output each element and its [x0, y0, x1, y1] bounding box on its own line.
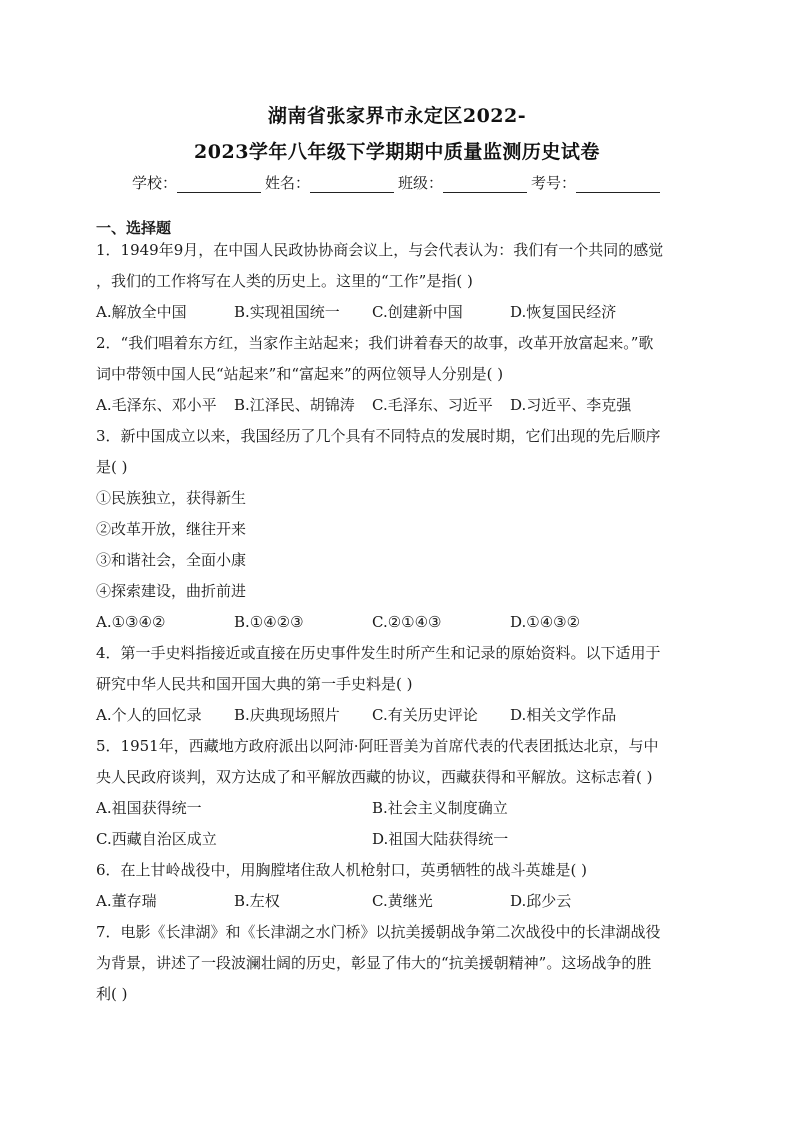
question-6-options [96, 886, 700, 917]
questions-list [96, 235, 700, 1010]
question-3-item-3: ③和谐社会，全面小康 [96, 551, 247, 569]
question-2-options [96, 390, 700, 421]
question-3-item-2: ②改革开放，继往开来 [96, 520, 247, 538]
question-1-option-d: D.恢复国民经济 [510, 303, 617, 321]
question-1-stem-line-2: ，我们的工作将写在人类的历史上。这里的“工作”是指( ) [96, 272, 473, 290]
school-field [132, 172, 263, 193]
section-title: 一、选择题 [96, 219, 172, 237]
question-6-option-a: A.董存瑞 [96, 892, 157, 910]
question-1-stem-line-1: 1．1949年9月，在中国人民政协协商会议上，与会代表认为：我们有一个共同的感觉 [96, 241, 664, 259]
exam-number-field [531, 172, 662, 193]
question-1-options [96, 297, 700, 328]
question-5-option-b: B.社会主义制度确立 [372, 799, 508, 817]
name-label: 姓名： [264, 174, 310, 192]
class-blank[interactable] [443, 175, 527, 193]
question-4-stem-line-2: 研究中华人民共和国开国大典的第一手史料是( ) [96, 675, 413, 693]
exam-title-line-1: 湖南省张家界市永定区2022- [267, 105, 527, 127]
question-3-option-c: C.②①④③ [372, 613, 442, 631]
question-4-stem-line-1: 4．第一手史料指接近或直接在历史事件发生时所产生和记录的原始资料。以下适用于 [96, 644, 661, 662]
question-2-option-c: C.毛泽东、习近平 [372, 396, 493, 414]
exam-title-line-2: 2023学年八年级下学期期中质量监测历史试卷 [194, 141, 600, 163]
question-5-option-c: C.西藏自治区成立 [96, 830, 217, 848]
question-6-option-d: D.邱少云 [510, 892, 572, 910]
question-2-option-a: A.毛泽东、邓小平 [96, 396, 217, 414]
question-4-option-d: D.相关文学作品 [510, 706, 617, 724]
question-2-option-d: D.习近平、李克强 [510, 396, 632, 414]
question-3-item-4: ④探索建设，曲折前进 [96, 582, 247, 600]
name-field [265, 172, 396, 193]
question-5-option-a: A.祖国获得统一 [96, 799, 202, 817]
question-1-option-a: A.解放全中国 [96, 303, 187, 321]
school-label: 学校： [131, 174, 177, 192]
question-3-stem-line-1: 3．新中国成立以来，我国经历了几个具有不同特点的发展时期，它们出现的先后顺序 [96, 427, 661, 445]
question-4-option-c: C.有关历史评论 [372, 706, 478, 724]
question-3-option-a: A.①③④② [96, 613, 166, 631]
question-2-stem-line-2: 词中带领中国人民“站起来”和“富起来”的两位领导人分别是( ) [96, 365, 504, 383]
question-7-stem-line-1: 7．电影《长津湖》和《长津湖之水门桥》以抗美援朝战争第二次战役中的长津湖战役 [96, 923, 661, 941]
question-5-options-row-1 [96, 793, 700, 824]
question-3-options [96, 607, 700, 638]
question-3-item-1: ①民族独立，获得新生 [96, 489, 247, 507]
question-1-option-c: C.创建新中国 [372, 303, 463, 321]
exam-number-label: 考号： [531, 174, 577, 192]
question-5-stem-line-2: 央人民政府谈判，双方达成了和平解放西藏的协议，西藏获得和平解放。这标志着( ) [96, 768, 653, 786]
question-3-stem-line-2: 是( ) [96, 458, 128, 476]
question-5-stem-line-1: 5．1951年，西藏地方政府派出以阿沛·阿旺晋美为首席代表的代表团抵达北京，与中 [96, 737, 659, 755]
class-label: 班级： [398, 174, 444, 192]
name-blank[interactable] [310, 175, 394, 193]
class-field [398, 172, 529, 193]
question-1-option-b: B.实现祖国统一 [234, 303, 340, 321]
question-7-stem-line-3: 利( ) [96, 985, 128, 1003]
school-blank[interactable] [177, 175, 261, 193]
student-info-row [0, 172, 794, 193]
question-2-stem-line-1: 2．“我们唱着东方红，当家作主站起来；我们讲着春天的故事，改革开放富起来。”歌 [96, 334, 654, 352]
question-6-option-b: B.左权 [234, 892, 280, 910]
question-5-option-d: D.祖国大陆获得统一 [372, 830, 509, 848]
question-2-option-b: B.江泽民、胡锦涛 [234, 396, 355, 414]
question-6-option-c: C.黄继光 [372, 892, 433, 910]
question-3-option-b: B.①④②③ [234, 613, 304, 631]
question-7-stem-line-2: 为背景，讲述了一段波澜壮阔的历史，彰显了伟大的“抗美援朝精神”。这场战争的胜 [96, 954, 652, 972]
question-5-options-row-2 [96, 824, 700, 855]
question-4-option-b: B.庆典现场照片 [234, 706, 340, 724]
question-4-option-a: A.个人的回忆录 [96, 706, 202, 724]
question-4-options [96, 700, 700, 731]
exam-number-blank[interactable] [576, 175, 660, 193]
question-6-stem-line-1: 6．在上甘岭战役中，用胸膛堵住敌人机枪射口，英勇牺牲的战斗英雄是( ) [96, 861, 588, 879]
question-3-option-d: D.①④③② [510, 613, 581, 631]
